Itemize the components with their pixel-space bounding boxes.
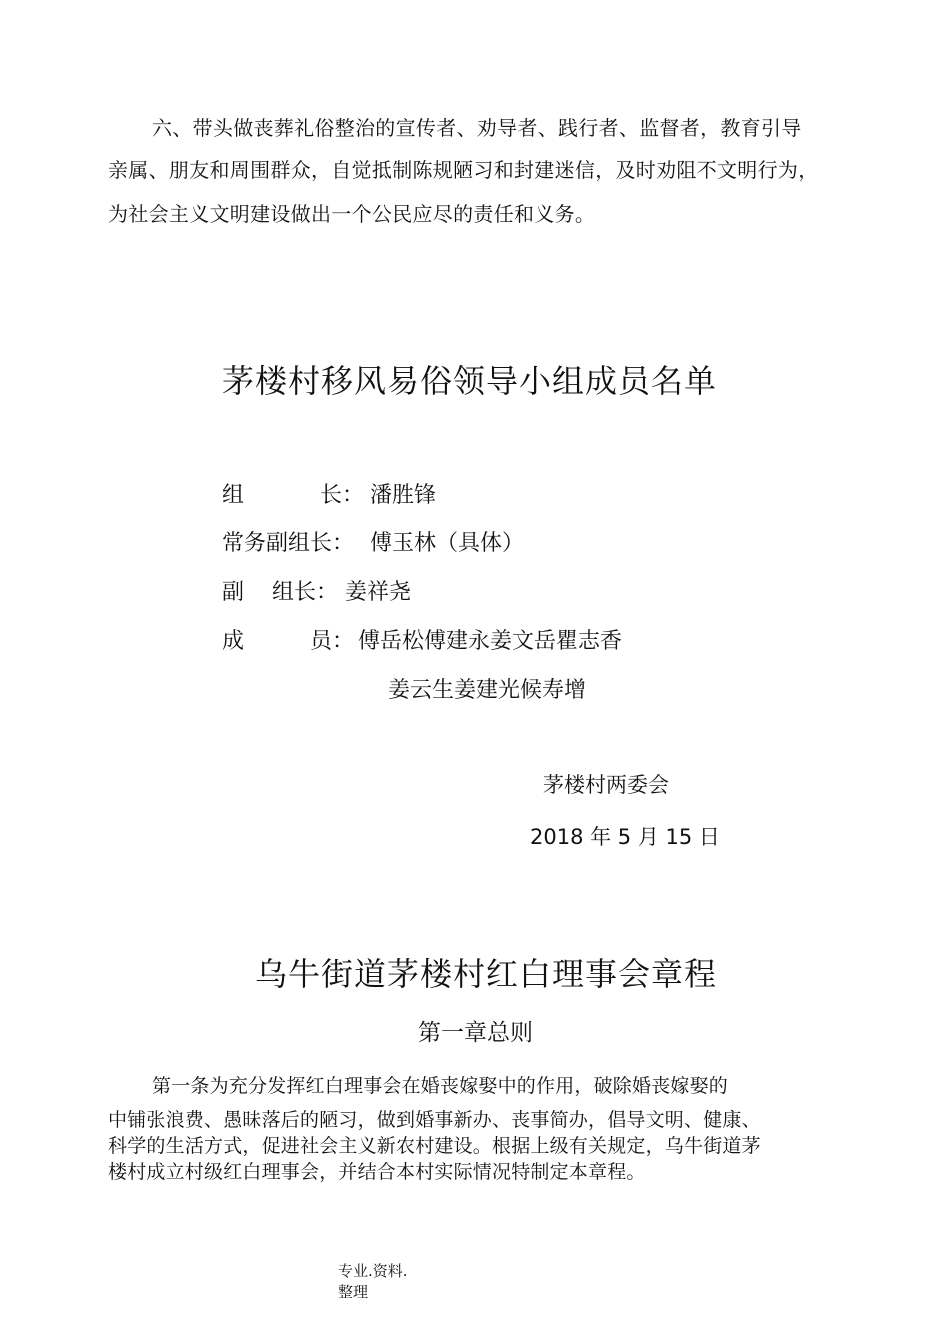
deputy-name: 姜祥尧 <box>345 580 412 605</box>
leader-label-a: 组 <box>222 483 245 508</box>
members-names-line2: 姜云生姜建光候寿增 <box>388 678 587 703</box>
paragraph-line: 科学的生活方式，促进社会主义新农村建设。根据上级有关规定，乌牛街道茅 <box>108 1135 761 1157</box>
members-names-line1: 傅岳松傅建永姜文岳瞿志香 <box>358 629 623 654</box>
paragraph-line: 楼村成立村级红白理事会，并结合本村实际情况特制定本章程。 <box>108 1161 646 1183</box>
deputy-label-a: 副 <box>222 580 245 605</box>
signature-date: 2018 年 5 月 15 日 <box>530 825 720 849</box>
footer-line1: 专业.资料. <box>338 1262 408 1280</box>
leader-label-b: 长： <box>320 483 365 508</box>
paragraph-line: 六、带头做丧葬礼俗整治的宣传者、劝导者、践行者、监督者，教育引导 <box>152 116 802 140</box>
paragraph-line: 亲属、朋友和周围群众，自觉抵制陈规陋习和封建迷信，及时劝阻不文明行为， <box>108 158 819 182</box>
leader-name: 潘胜锋 <box>370 483 437 508</box>
members-label-a: 成 <box>222 629 245 654</box>
chapter-heading: 第一章总则 <box>418 1020 533 1046</box>
executive-deputy-name: 傅玉林（具体） <box>370 531 525 556</box>
deputy-label-b: 组长： <box>272 580 339 605</box>
charter-title: 乌牛街道茅楼村红白理事会章程 <box>255 955 718 993</box>
members-label-b: 员： <box>310 629 355 654</box>
leadership-title: 茅楼村移风易俗领导小组成员名单 <box>222 362 718 400</box>
footer-line2: 整理 <box>338 1283 369 1301</box>
signature-org: 茅楼村两委会 <box>543 773 669 797</box>
paragraph-line: 为社会主义文明建设做出一个公民应尽的责任和义务。 <box>108 202 596 226</box>
paragraph-line: 中铺张浪费、愚昧落后的陋习，做到婚事新办、丧事简办，倡导文明、健康、 <box>108 1109 761 1131</box>
paragraph-line: 第一条为充分发挥红白理事会在婚丧嫁娶中的作用，破除婚丧嫁娶的 <box>152 1075 729 1097</box>
executive-deputy-label: 常务副组长： <box>222 531 355 556</box>
